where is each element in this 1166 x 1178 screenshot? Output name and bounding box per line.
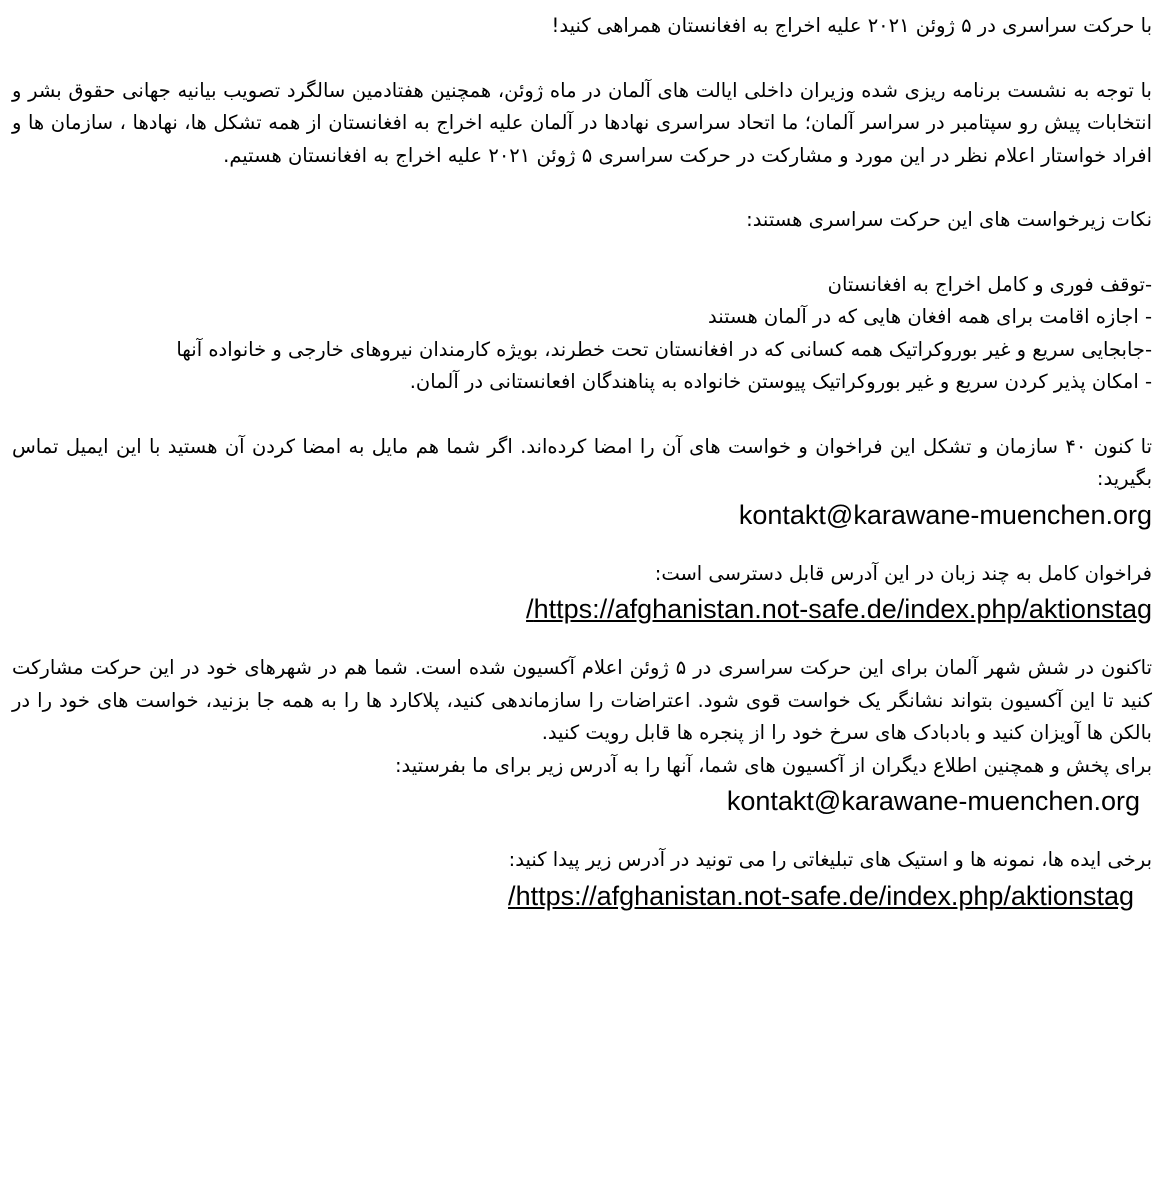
document-page xyxy=(12,10,1152,915)
signatories-paragraph: تا کنون ۴۰ سازمان و تشکل این فراخوان و خواست های آن را امضا کرده‌اند. اگر شما هم مایل به امضا کردن آن هستید با این ایمیل تماس بگیرید: xyxy=(12,434,1153,490)
languages-paragraph: فراخوان کامل به چند زبان در این آدرس قابل دسترسی است: xyxy=(654,561,1152,585)
intro-paragraph: با توجه به نشست برنامه ریزی شده وزیران داخلی ایالت های آلمان در ماه ژوئن، همچنین هفتادمین سالگرد تصویب بیانیه جهانی حقوق بشر و انتخابات پیش رو سپتامبر در سراسر آلمان؛ ما اتحاد سراسری نهادها در آلمان علیه اخراج به افغانستان از همه تشکل ها، نهادها ، سازمان ها و افراد خواستار اعلام نظر در این مورد و مشارکت در حرکت سراسری ۵ ژوئن ۲۰۲۱ علیه اخراج به افغانستان هستیم. xyxy=(12,78,1152,167)
demand-item: -جابجایی سریع و غیر بوروکراتیک همه کسانی که در افغانستان تحت خطرند، بویژه کارمندان نیروهای خارجی و خانواده آنها xyxy=(176,337,1152,361)
demand-item: - اجازه اقامت برای همه افغان هایی که در آلمان هستند xyxy=(708,305,1152,328)
ideas-paragraph: برخی ایده ها، نمونه ها و استیک های تبلیغاتی را می تونید در آدرس زیر پیدا کنید: xyxy=(508,848,1152,871)
cities-paragraph: تاکنون در شش شهر آلمان برای این حرکت سراسری در ۵ ژوئن اعلام آکسیون شده است. شما هم در شهرهای خود در این حرکت مشارکت کنید تا این آکسیون بتواند نشانگر یک خواست قوی شود. اعتراضات را سازماندهی کنید، پلاکارد ها را به همه جا بزنید، خواست های خود را در بالکن ها آویزان کنید و بادبادک های سرخ خود را از پنجره ها قابل رویت کنید. xyxy=(12,656,1152,744)
contact-email-link[interactable]: kontakt@karawane-muenchen.org xyxy=(738,499,1152,530)
demand-item: - امکان پذیر کردن سریع و غیر بوروکراتیک پیوستن خانواده به پناهندگان افعانستانی در آلمان. xyxy=(409,370,1152,393)
aktionstag-link[interactable]: https://afghanistan.not-safe.de/index.php/aktionstag/ xyxy=(526,594,1152,624)
demands-title: نکات زیرخواست های این حرکت سراسری هستند: xyxy=(746,208,1152,231)
share-paragraph: برای پخش و همچنین اطلاع دیگران از آکسیون های شما، آنها را به آدرس زیر برای ما بفرستید: xyxy=(394,753,1152,777)
demands-list xyxy=(12,269,1152,399)
document-heading: با حرکت سراسری در ۵ ژوئن ۲۰۲۱ علیه اخراج به افغانستان همراهی کنید! xyxy=(551,14,1152,37)
contact-email-link-2[interactable]: kontakt@karawane-muenchen.org xyxy=(726,786,1140,816)
aktionstag-link-2[interactable]: https://afghanistan.not-safe.de/index.php/aktionstag/ xyxy=(508,880,1134,911)
demand-item: -توقف فوری و کامل اخراج به افغانستان xyxy=(827,272,1152,296)
